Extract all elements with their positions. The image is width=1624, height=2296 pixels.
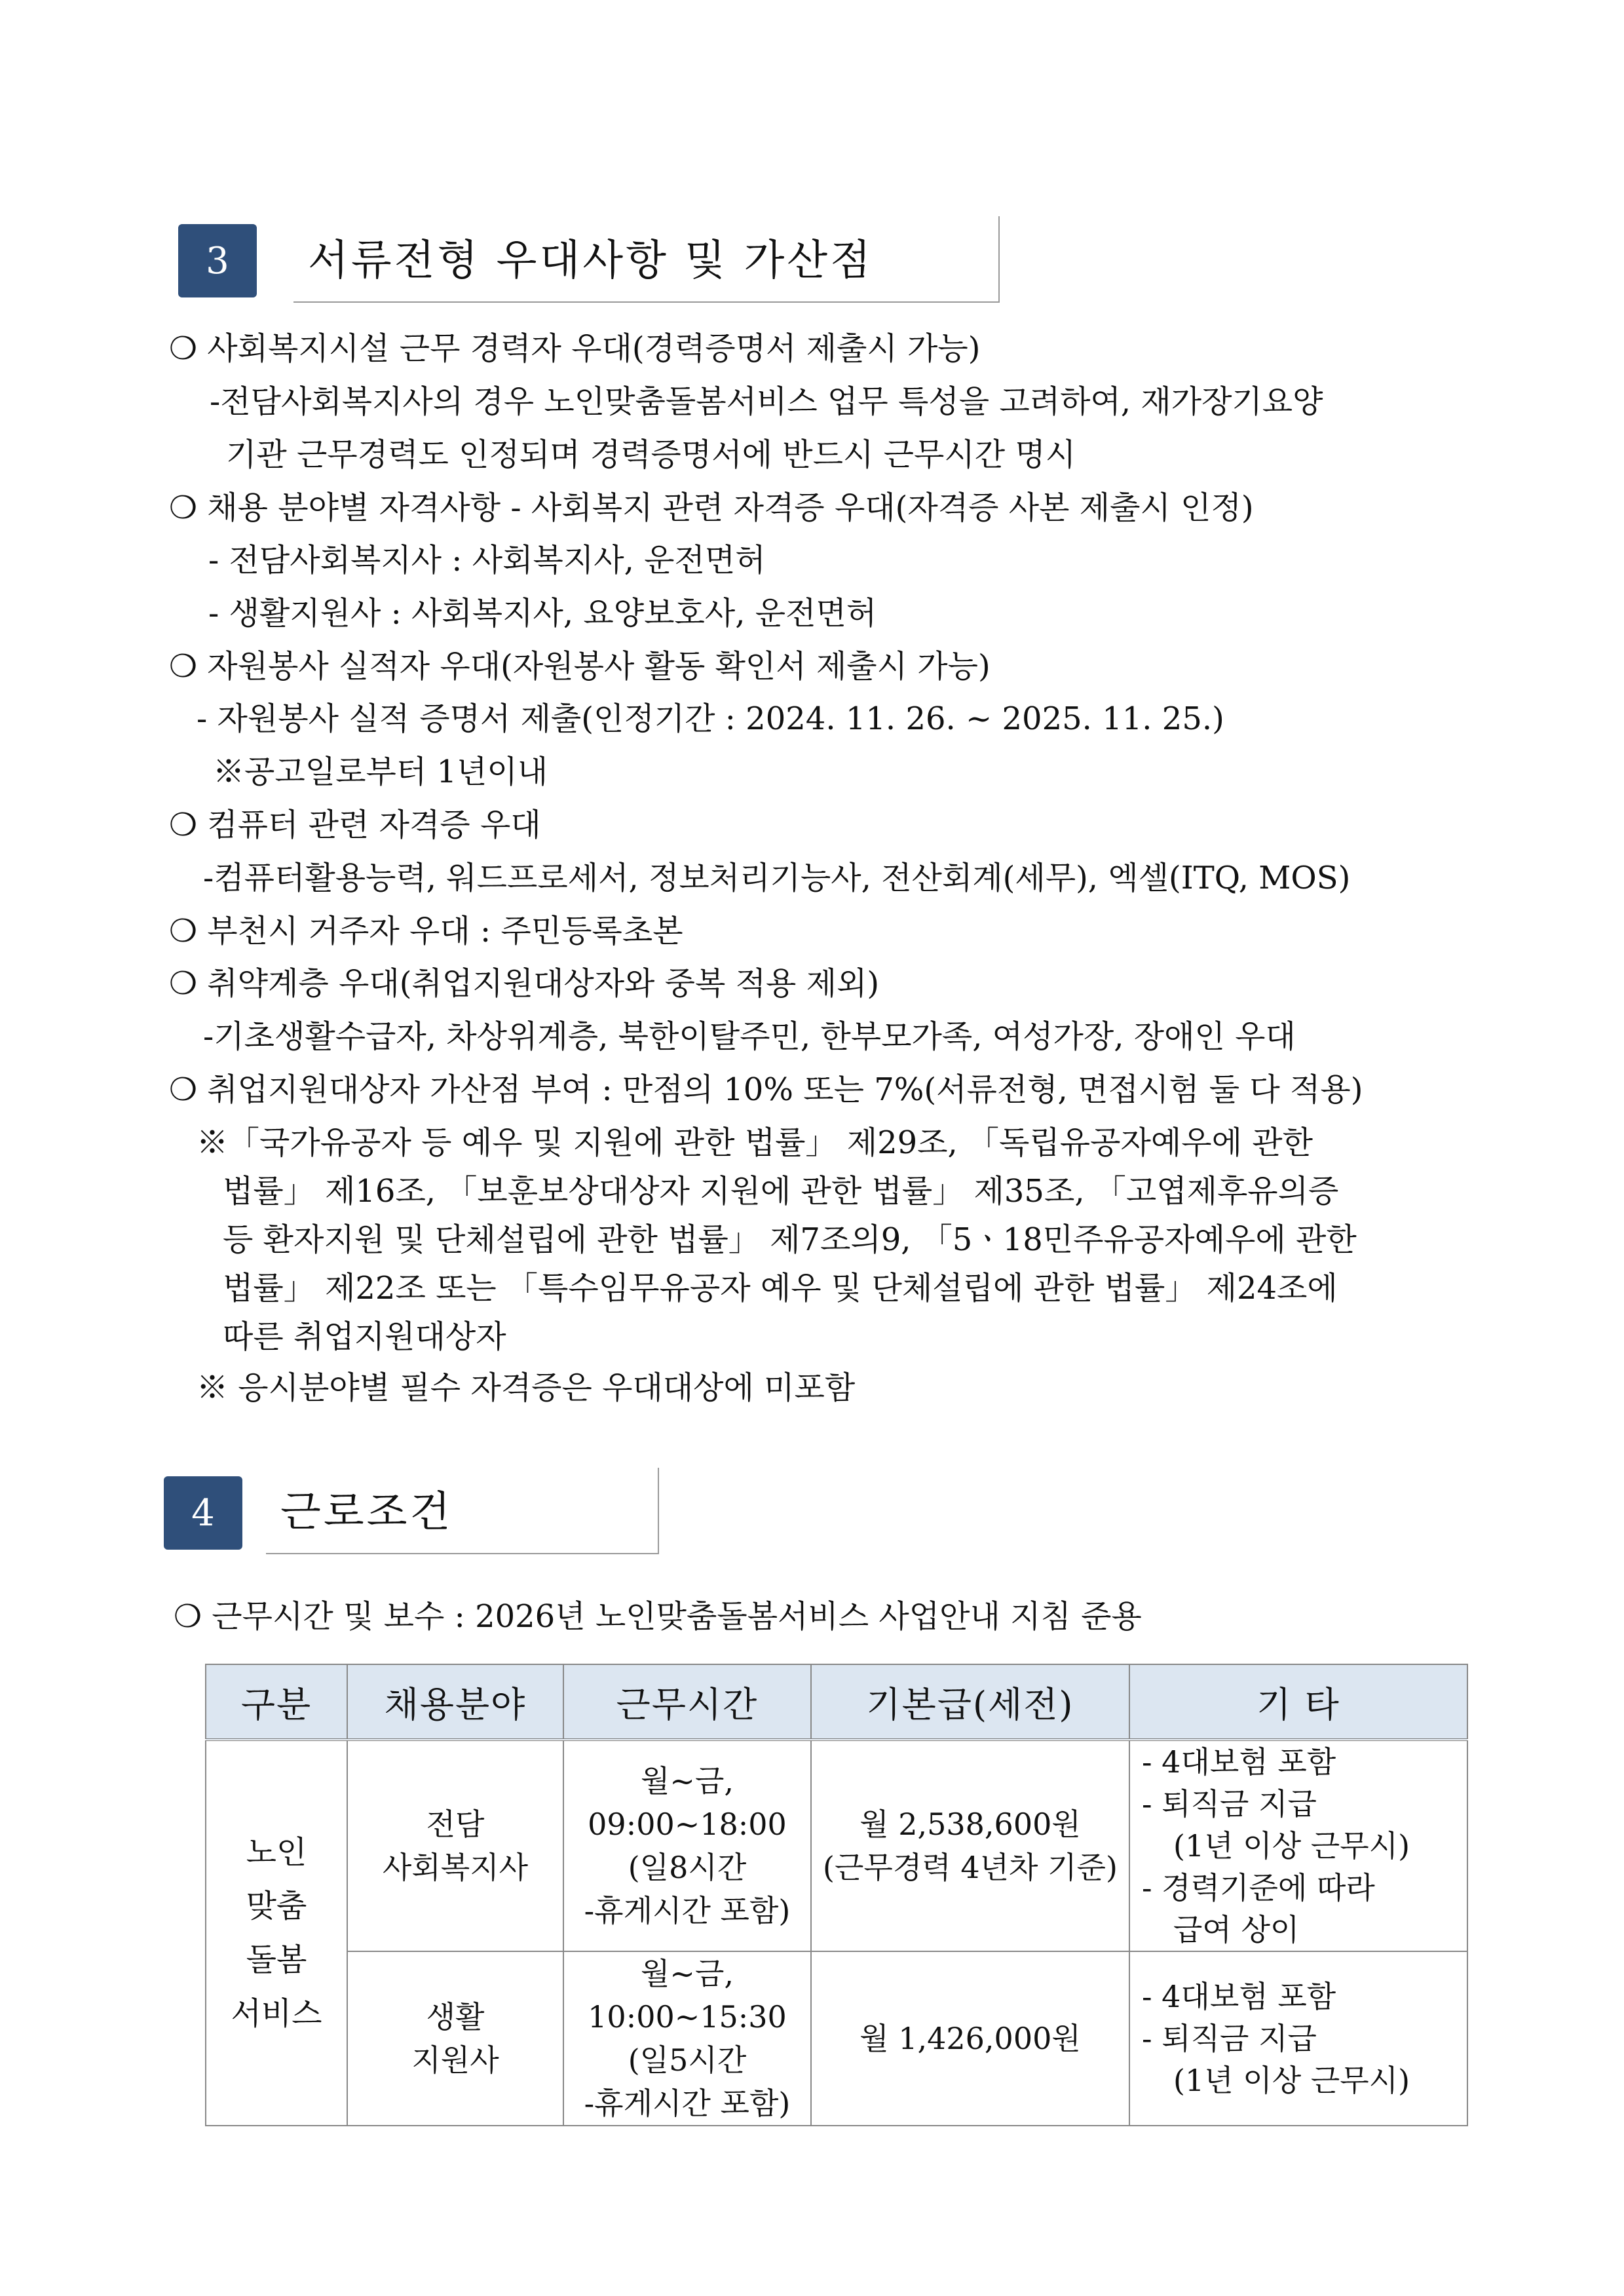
category-cell xyxy=(206,1740,347,2126)
section-title: 서류전형 우대사항 및 가산점 xyxy=(308,237,873,285)
pay-text: 월 1,426,000원 xyxy=(859,2021,1081,2056)
table-header-row xyxy=(206,1664,1467,1740)
hours-text: -휴게시간 포함) xyxy=(584,2086,791,2121)
etc-text: (1년 이상 근무시) xyxy=(1173,2063,1410,2098)
field-text: 사회복지사 xyxy=(382,1850,529,1885)
field-text: 전담 xyxy=(426,1807,485,1842)
column-header: 근무시간 xyxy=(563,1664,811,1740)
etc-cell xyxy=(1129,1740,1467,1951)
etc-text: (1년 이상 근무시) xyxy=(1173,1828,1410,1864)
sub-line: 기관 근무경력도 인정되며 경력증명서에 반드시 근무시간 명시 xyxy=(226,436,1076,473)
field-cell xyxy=(347,1951,563,2126)
note-line: 따른 취업지원대상자 xyxy=(223,1318,506,1355)
sub-line: - 전담사회복지사 : 사회복지사, 운전면허 xyxy=(208,542,766,579)
section-number-badge: 3 xyxy=(178,224,257,297)
note-line: ※공고일로부터 1년이내 xyxy=(213,754,548,790)
category-text: 서비스 xyxy=(231,1995,322,2032)
bullet-line: ❍ 사회복지시설 근무 경력자 우대(경력증명서 제출시 가능) xyxy=(169,330,981,367)
hours-cell xyxy=(563,1951,811,2126)
pay-text: (근무경력 4년차 기준) xyxy=(823,1850,1118,1885)
note-line: ※ 응시분야별 필수 자격증은 우대대상에 미포함 xyxy=(197,1369,856,1406)
bullet-line: ❍ 취업지원대상자 가산점 부여 : 만점의 10% 또는 7%(서류전형, 면접시험 둘 다 적용) xyxy=(169,1071,1363,1108)
column-header: 기본급(세전) xyxy=(811,1664,1129,1740)
section-title: 근로조건 xyxy=(280,1488,453,1537)
note-line: 법률」 제22조 또는 「특수임무유공자 예우 및 단체설립에 관한 법률」 제24조에 xyxy=(223,1270,1338,1307)
etc-cell xyxy=(1129,1951,1467,2126)
column-header: 기 타 xyxy=(1129,1664,1467,1740)
bullet-line: ❍ 채용 분야별 자격사항 - 사회복지 관련 자격증 우대(자격증 사본 제출시 인정) xyxy=(169,489,1254,526)
bullet-line: ❍ 부천시 거주자 우대 : 주민등록초본 xyxy=(169,913,683,949)
sub-line: -기초생활수급자, 차상위계층, 북한이탈주민, 한부모가족, 여성가장, 장애인 우대 xyxy=(203,1018,1296,1055)
sub-line: -전담사회복지사의 경우 노인맞춤돌봄서비스 업무 특성을 고려하여, 재가장기요양 xyxy=(210,383,1323,420)
header-right-rule xyxy=(658,1468,659,1554)
field-text: 생활 xyxy=(426,1999,485,2035)
table-row xyxy=(206,1740,1467,1951)
etc-text: - 퇴직금 지급 xyxy=(1142,2021,1317,2056)
category-text: 돌봄 xyxy=(246,1942,307,1978)
note-line: 법률」 제16조, 「보훈보상대상자 지원에 관한 법률」 제35조, 「고엽제후유의증 xyxy=(223,1173,1339,1210)
etc-text: - 4대보험 포함 xyxy=(1142,1979,1336,2014)
sub-line: -컴퓨터활용능력, 워드프로세서, 정보처리기능사, 전산회계(세무), 엑셀(ITQ, MOS) xyxy=(203,860,1351,896)
hours-text: 09:00~18:00 xyxy=(588,1807,787,1842)
column-header: 구분 xyxy=(206,1664,347,1740)
header-underline xyxy=(266,1553,659,1554)
hours-text: 월~금, xyxy=(640,1956,734,1991)
field-cell xyxy=(347,1740,563,1951)
hours-text: -휴게시간 포함) xyxy=(584,1893,791,1928)
bullet-line: ❍ 자원봉사 실적자 우대(자원봉사 활동 확인서 제출시 가능) xyxy=(169,648,991,685)
bullet-line: ❍ 근무시간 및 보수 : 2026년 노인맞춤돌봄서비스 사업안내 지침 준용 xyxy=(174,1598,1142,1635)
hours-text: 10:00~15:30 xyxy=(588,1999,787,2035)
category-text: 노인 xyxy=(246,1834,307,1871)
section-number-badge: 4 xyxy=(164,1476,242,1550)
etc-text: - 경력기준에 따라 xyxy=(1142,1870,1375,1905)
note-line: 등 환자지원 및 단체설립에 관한 법률」 제7조의9, 「5ㆍ18민주유공자예우에 관한 xyxy=(223,1221,1357,1258)
pay-text: 월 2,538,600원 xyxy=(859,1807,1081,1842)
etc-text: 급여 상이 xyxy=(1173,1912,1300,1947)
pay-cell xyxy=(811,1951,1129,2126)
field-text: 지원사 xyxy=(411,2042,499,2078)
pay-cell xyxy=(811,1740,1129,1951)
work-conditions-table xyxy=(205,1664,1468,2126)
etc-text: - 4대보험 포함 xyxy=(1142,1744,1336,1780)
note-line: ※「국가유공자 등 예우 및 지원에 관한 법률」 제29조, 「독립유공자예우에 관한 xyxy=(197,1124,1313,1161)
header-underline xyxy=(293,301,1000,303)
hours-text: (일8시간 xyxy=(628,1850,747,1885)
bullet-line: ❍ 컴퓨터 관련 자격증 우대 xyxy=(169,807,541,843)
header-right-rule xyxy=(998,216,1000,303)
hours-text: (일5시간 xyxy=(628,2042,747,2078)
hours-text: 월~금, xyxy=(640,1763,734,1799)
hours-cell xyxy=(563,1740,811,1951)
column-header: 채용분야 xyxy=(347,1664,563,1740)
table-row xyxy=(206,1951,1467,2126)
sub-line: - 자원봉사 실적 증명서 제출(인정기간 : 2024. 11. 26. ~ 2025. 11. 25.) xyxy=(197,700,1224,737)
sub-line: - 생활지원사 : 사회복지사, 요양보호사, 운전면허 xyxy=(208,595,877,632)
etc-text: - 퇴직금 지급 xyxy=(1142,1786,1317,1822)
bullet-line: ❍ 취약계층 우대(취업지원대상자와 중복 적용 제외) xyxy=(169,965,880,1002)
category-text: 맞춤 xyxy=(246,1888,307,1924)
